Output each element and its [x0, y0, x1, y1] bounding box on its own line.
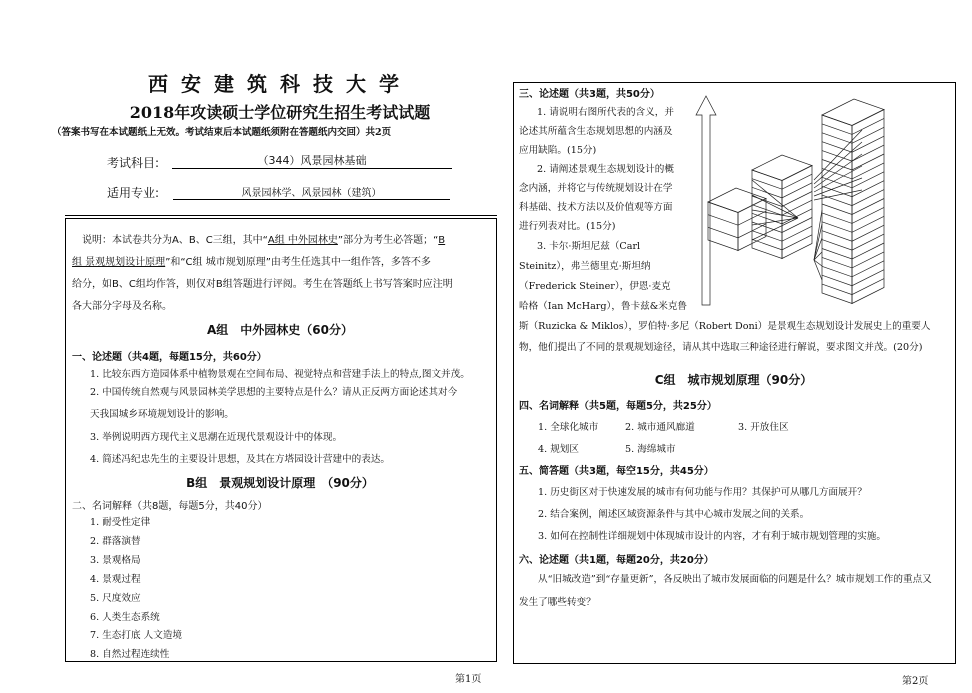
term: 2. 群落演替 [90, 536, 141, 547]
term: 5. 尺度效应 [90, 593, 141, 604]
section-4-title: 四、名词解释（共5题，每题5分，共25分） [519, 401, 717, 412]
page-number-1: 第1页 [455, 674, 482, 685]
exam-notice: （答案书写在本试题纸上无效。考试结束后本试题纸须附在答题纸内交回）共2页 [52, 127, 392, 138]
essay-text-line: 进行列表对比。(15分) [519, 221, 616, 232]
header-divider [65, 215, 497, 216]
connector-line [814, 166, 862, 192]
text: B [438, 235, 446, 246]
question: 从“旧城改造”到“存量更新”，各反映出了城市发展面临的问题是什么？城市规划工作的重点又 [538, 574, 932, 585]
question: 2. 结合案例，阐述区域资源条件与其中心城市发展之间的关系。 [538, 509, 810, 520]
question: 1. 比较东西方造园体系中植物景观在空间布局、视觉特点和营建手法上的特点,图文并茂。 [90, 369, 470, 380]
box-medium-top [752, 155, 812, 181]
question: 3. 如何在控制性详细规划中体现城市设计的内容，才有利于城市规划管理的实施。 [538, 531, 886, 542]
group-b-heading: B组 景观规划设计原理 （90分） [186, 476, 374, 490]
section-3-title: 三、论述题（共3题，共50分） [519, 89, 660, 100]
essay-text-line: 物，他们提出了不同的景观规划途径，请从其中选取三种途径进行解说，要求图文并茂。(20分) [519, 342, 923, 353]
term: 5. 海绵城市 [625, 444, 676, 455]
text: ”和“C组 城市规划原理”由考生任选其中一组作答，多答不多 [165, 257, 431, 268]
term: 6. 人类生态系统 [90, 612, 160, 623]
term: 4. 规划区 [538, 444, 579, 455]
essay-text-line: 1. 请说明右图所代表的含义，并 [537, 107, 674, 118]
term: 7. 生态打底 人文造境 [90, 630, 183, 641]
essay-text-line: 科基础、技术方法以及价值观等方面 [519, 202, 673, 213]
section-2-title: 二、名词解释（共8题，每题5分，共40分） [72, 501, 268, 512]
box-small-layer-line [708, 224, 766, 238]
connector-line [752, 210, 798, 218]
essay-text-line: 应用缺陷。(15分) [519, 145, 597, 156]
essay-text-line: 念内涵，并将它与传统规划设计在学 [519, 183, 673, 194]
box-small-top [708, 188, 766, 213]
group-c-heading: C组 城市规划原理（90分） [654, 373, 813, 387]
question: 3. 举例说明西方现代主义思潮在近现代景观设计中的体现。 [90, 432, 343, 443]
text: ”部分为考生必答题；“ [337, 235, 439, 246]
section-5-title: 五、简答题（共3题，每空15分，共45分） [519, 466, 714, 477]
university-name: 西安建筑科技大学 [148, 72, 412, 96]
instructions-line1 [82, 231, 445, 246]
term: 4. 景观过程 [90, 574, 141, 585]
question: 天我国城乡环境规划设计的影响。 [90, 409, 234, 420]
instructions-line4: 各大部分字母及名称。 [72, 301, 172, 312]
box-small-layer-line [708, 211, 766, 225]
connector-line [814, 210, 822, 260]
term: 1. 全球化城市 [538, 422, 599, 433]
subject-value: （344）风景园林基础 [172, 152, 452, 169]
essay-text-line: 论述其所蕴含生态规划思想的内涵及 [519, 126, 673, 137]
instructions-line2 [72, 253, 431, 268]
major-value: 风景园林学、风景园林（建筑） [173, 184, 450, 200]
exam-title: 2018年攻读硕士学位研究生招生考试试题 [129, 103, 431, 122]
essay-text-line: 斯（Ruzicka & Miklos），罗伯特·多尼（Robert Doni）是景观生态规划设计发展史上的重要人 [519, 321, 931, 332]
major-label: 适用专业: [107, 186, 160, 200]
essay-text-line: 3. 卡尔·斯坦尼兹（Carl [537, 241, 641, 252]
question: 1. 历史街区对于快速发展的城市有何功能与作用？其保护可从哪几方面展开？ [538, 487, 867, 498]
essay-text-line: 哈格（Ian McHarg），鲁卡兹&米克鲁 [519, 301, 688, 312]
question: 2. 中国传统自然观与风景园林美学思想的主要特点是什么？请从正反两方面论述其对今 [90, 387, 458, 398]
connector-line [814, 130, 862, 180]
time-arrow-icon [696, 96, 716, 305]
connector-line [814, 178, 862, 196]
box-large-top [822, 99, 884, 126]
essay-text-line: 2. 请阐述景观生态规划设计的概 [537, 164, 674, 175]
ecological-planning-layer-cake-diagram [690, 90, 955, 315]
instructions-line3: 给分，如B、C组均作答，则仅对B组答题进行评阅。考生在答题纸上书写答案时应注明 [72, 279, 453, 290]
text: 说明：本试卷共分为A、B、C三组，其中“ [82, 235, 268, 246]
connector-line [752, 180, 798, 218]
section-6-title: 六、论述题（共1题，每题20分，共20分） [519, 555, 714, 566]
question: 发生了哪些转变？ [519, 597, 596, 608]
term: 1. 耐受性定律 [90, 517, 151, 528]
page-number-2: 第2页 [902, 676, 929, 687]
box-small-front [708, 202, 738, 251]
text: A组 中外园林史 [267, 235, 338, 246]
group-a-heading: A组 中外园林史（60分） [207, 323, 353, 337]
term: 3. 景观格局 [90, 555, 141, 566]
essay-text-line: Steinitz），弗兰德里克·斯坦纳 [519, 261, 651, 272]
term: 2. 城市通风廊道 [625, 422, 695, 433]
term: 3. 开放住区 [738, 422, 789, 433]
question: 4. 简述冯纪忠先生的主要设计思想，及其在方塔园设计营建中的表达。 [90, 454, 391, 465]
essay-text-line: （Frederick Steiner），伊恩·麦克 [519, 281, 671, 292]
text: 组 景观规划设计原理 [72, 257, 166, 268]
term: 8. 自然过程连续性 [90, 649, 170, 660]
subject-label: 考试科目: [107, 156, 160, 170]
section-1-title: 一、论述题（共4题，每题15分，共60分） [72, 352, 267, 363]
